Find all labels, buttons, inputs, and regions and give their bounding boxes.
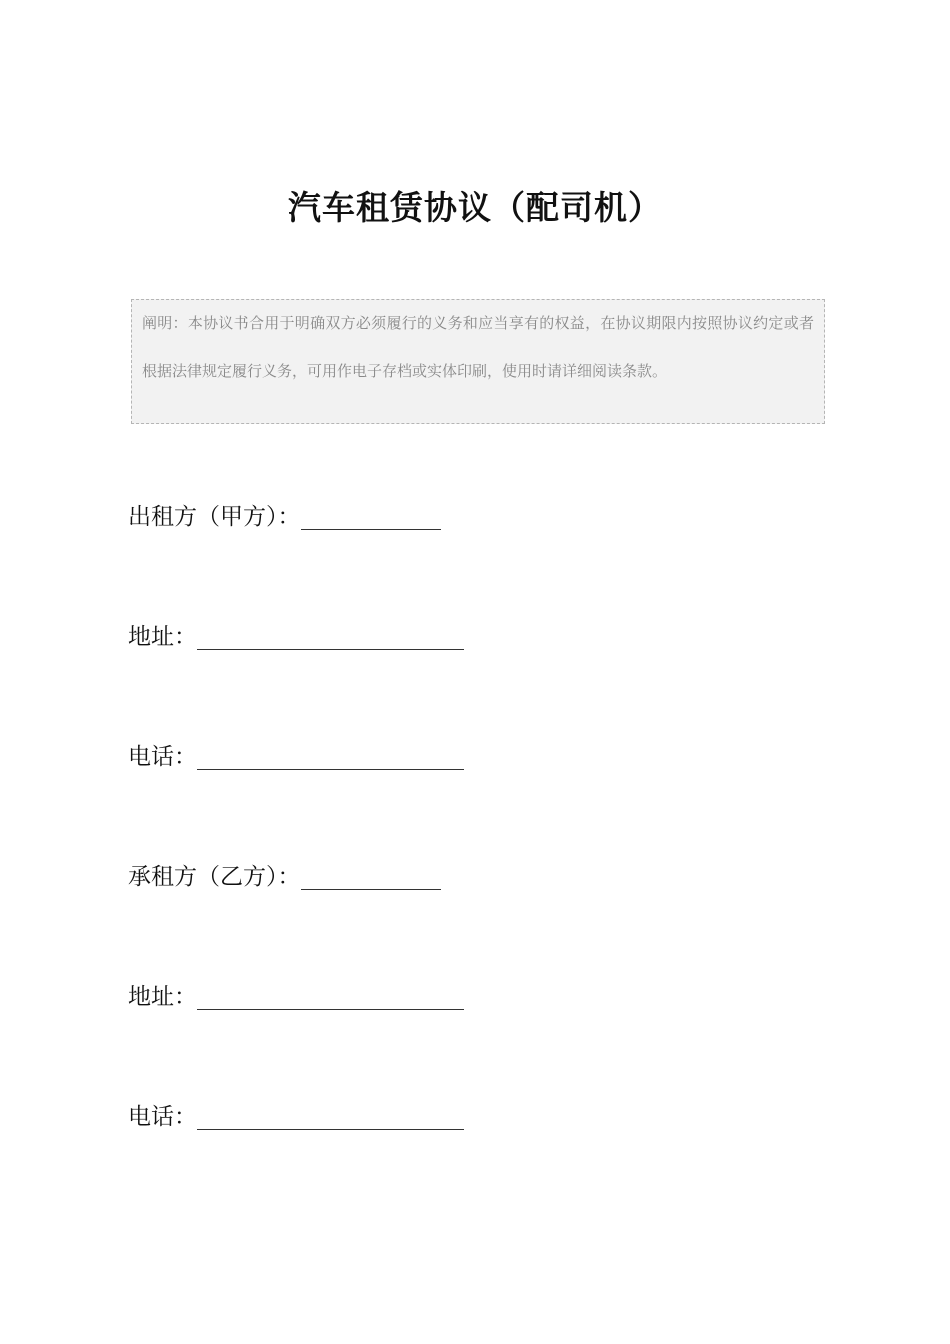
lessee-phone-label: 电话： [128,1104,197,1130]
disclaimer-box [131,299,825,424]
lessee-name-label: 承租方（乙方）： [128,864,301,890]
lessee-phone-blank[interactable] [197,1105,464,1130]
lessee-name-field [128,860,441,894]
disclaimer-text: 阐明：本协议书合用于明确双方必须履行的义务和应当享有的权益，在协议期限内按照协议约定或者根据法律规定履行义务，可用作电子存档或实体印刷，使用时请详细阅读条款。 [142,314,814,380]
lessor-address-field [128,620,464,654]
lessee-address-field [128,980,464,1014]
lessor-phone-label: 电话： [128,744,197,770]
lessor-name-blank[interactable] [301,505,441,530]
document-title: 汽车租赁协议（配司机） [288,188,662,227]
lessor-name-label: 出租方（甲方）： [128,504,301,530]
lessee-phone-field [128,1100,464,1134]
lessor-phone-field [128,740,464,774]
lessor-address-label: 地址： [128,624,197,650]
lessor-address-blank[interactable] [197,625,464,650]
lessor-phone-blank[interactable] [197,745,464,770]
lessee-address-blank[interactable] [197,985,464,1010]
lessee-address-label: 地址： [128,984,197,1010]
lessee-name-blank[interactable] [301,865,441,890]
lessor-name-field [128,500,441,534]
